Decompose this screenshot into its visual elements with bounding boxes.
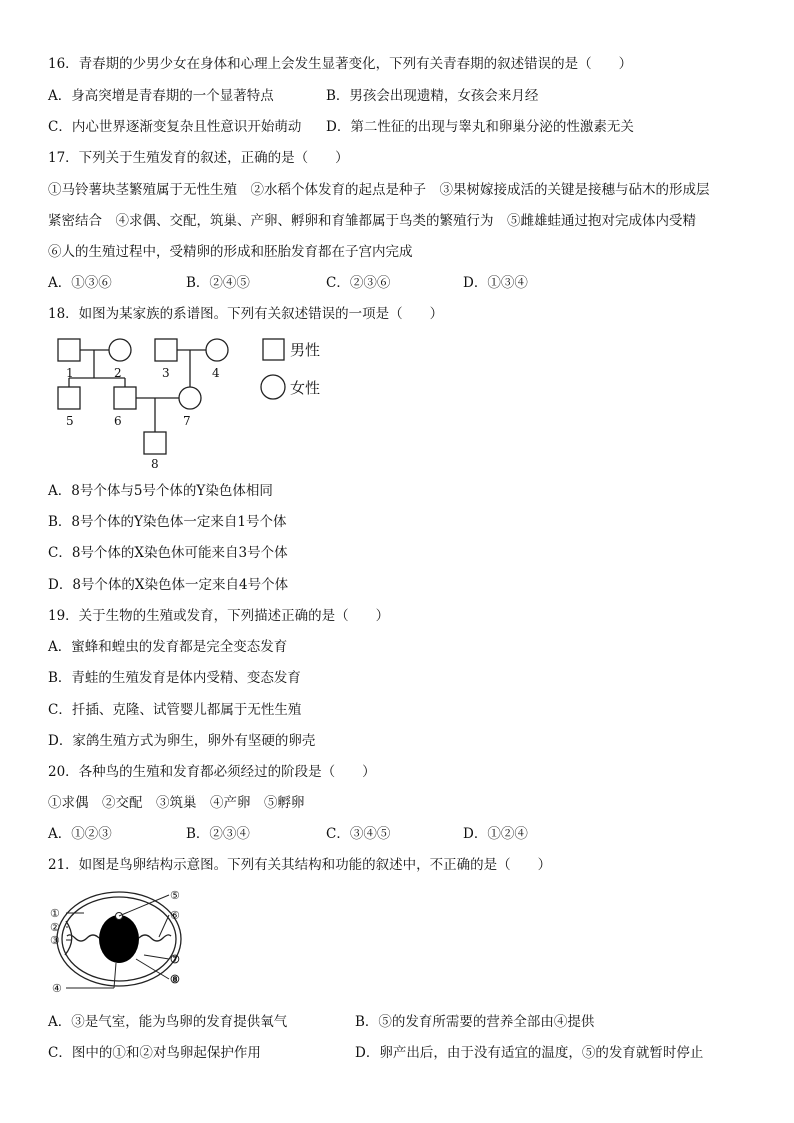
q19-option-c: C．扦插、克隆、试管婴儿都属于无性生殖: [48, 702, 302, 718]
q20-statement-line: ①求偶 ②交配 ③筑巢 ④产卵 ⑤孵卵: [48, 795, 305, 811]
egg-label-5: ⑤: [170, 889, 180, 902]
q16-option-a: A．身高突增是青春期的一个显著特点: [48, 88, 274, 104]
q18-stem: 18．如图为某家族的系谱图。下列有关叙述错误的一项是（ ）: [48, 306, 444, 322]
egg-label-2: ②: [50, 921, 60, 934]
egg-yolk: [99, 915, 139, 963]
egg-structure-diagram: [44, 883, 204, 1003]
egg-label-4: ④: [52, 982, 62, 995]
q17-option-a: A．①③⑥: [48, 275, 112, 291]
q20-option-b: B．②③④: [186, 826, 250, 842]
q21-option-d: D．卵产出后，由于没有适宜的温度，⑤的发育就暂时停止: [355, 1045, 704, 1061]
pedigree-number-5: 5: [66, 414, 74, 428]
q18-option-c: C．8号个体的X染色休可能来自3号个体: [48, 545, 288, 561]
pedigree-number-2: 2: [114, 366, 122, 380]
pedigree-male-3: [155, 339, 177, 361]
egg-label-7: ⑦: [170, 953, 180, 966]
q16-stem: 16．青春期的少男少女在身体和心理上会发生显著变化，下列有关青春期的叙述错误的是（ ）: [48, 56, 633, 72]
legend-male-symbol: [263, 339, 284, 360]
pedigree-number-8: 8: [151, 457, 159, 471]
q18-option-a: A．8号个体与5号个体的Y染色体相同: [48, 483, 273, 499]
pedigree-number-7: 7: [183, 414, 191, 428]
pedigree-number-3: 3: [162, 366, 170, 380]
egg-label-1: ①: [50, 907, 60, 920]
legend-female-symbol: [261, 375, 285, 399]
pedigree-male-6: [114, 387, 136, 409]
pedigree-chart: [50, 334, 350, 474]
egg-label-8: ⑧: [170, 973, 180, 986]
q21-option-a: A．③是气室，能为鸟卵的发育提供氧气: [48, 1014, 288, 1030]
pedigree-male-8: [144, 432, 166, 454]
pedigree-female-2: [109, 339, 131, 361]
q19-option-d: D．家鸽生殖方式为卵生，卵外有坚硬的卵壳: [48, 733, 316, 749]
egg-label-6: ⑥: [170, 909, 180, 922]
q17-option-b: B．②④⑤: [186, 275, 250, 291]
legend-female-label: 女性: [290, 379, 321, 397]
q17-statement-line-1: ①马铃薯块茎繁殖属于无性生殖 ②水稻个体发育的起点是种子 ③果树嫁接成活的关键是接穗与砧木的形成层: [48, 182, 710, 198]
pedigree-male-1: [58, 339, 80, 361]
q21-stem: 21．如图是鸟卵结构示意图。下列有关其结构和功能的叙述中，不正确的是（ ）: [48, 857, 552, 873]
q16-option-d: D．第二性征的出现与睾丸和卵巢分泌的性激素无关: [326, 119, 634, 135]
q19-option-a: A．蜜蜂和蝗虫的发育都是完全变态发育: [48, 639, 288, 655]
pedigree-number-4: 4: [212, 366, 220, 380]
q17-option-d: D．①③④: [463, 275, 528, 291]
legend-male-label: 男性: [290, 341, 321, 359]
pedigree-female-7: [179, 387, 201, 409]
q19-option-b: B．青蛙的生殖发育是体内受精、变态发育: [48, 670, 301, 686]
egg-label-3: ③: [50, 934, 60, 947]
q17-option-c: C．②③⑥: [326, 275, 391, 291]
pedigree-number-6: 6: [114, 414, 122, 428]
q20-option-a: A．①②③: [48, 826, 112, 842]
q18-option-d: D．8号个体的X染色体一定来自4号个体: [48, 577, 289, 593]
q16-option-b: B．男孩会出现遗精，女孩会来月经: [326, 88, 539, 104]
pedigree-number-1: 1: [66, 366, 74, 380]
q20-option-c: C．③④⑤: [326, 826, 391, 842]
pedigree-female-4: [206, 339, 228, 361]
egg-chalaza-right: [139, 935, 171, 941]
q20-option-d: D．①②④: [463, 826, 528, 842]
q21-option-c: C．图中的①和②对鸟卵起保护作用: [48, 1045, 261, 1061]
q17-statement-line-2: 紧密结合 ④求偶、交配，筑巢、产卵、孵卵和育雏都属于鸟类的繁殖行为 ⑤雌雄蛙通过抱对完成体内受精: [48, 213, 696, 229]
egg-air-cell: [65, 921, 72, 955]
pedigree-male-5: [58, 387, 80, 409]
q20-stem: 20．各种鸟的生殖和发育都必须经过的阶段是（ ）: [48, 764, 376, 780]
q21-option-b: B．⑤的发育所需要的营养全部由④提供: [355, 1014, 595, 1030]
q17-statement-line-3: ⑥人的生殖过程中，受精卵的形成和胚胎发育都在子宫内完成: [48, 244, 413, 260]
q16-option-c: C．内心世界逐渐变复杂且性意识开始萌动: [48, 119, 302, 135]
q18-option-b: B．8号个体的Y染色体一定来自1号个体: [48, 514, 287, 530]
q19-stem: 19．关于生物的生殖或发育，下列描述正确的是（ ）: [48, 608, 390, 624]
q17-stem: 17．下列关于生殖发育的叙述，正确的是（ ）: [48, 150, 349, 166]
